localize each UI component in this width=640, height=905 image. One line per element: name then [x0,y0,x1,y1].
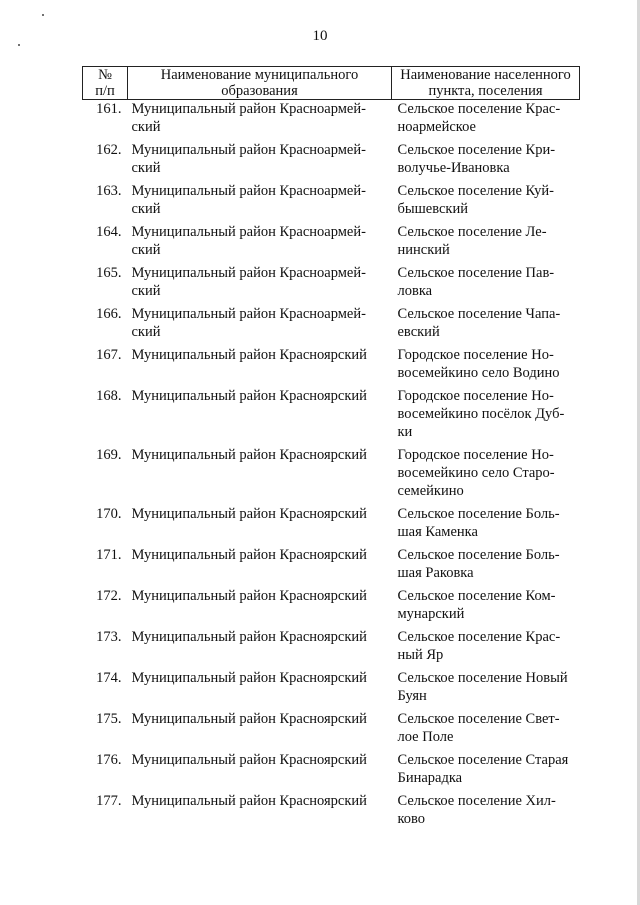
municipality-cell [128,751,392,792]
settlement-line: Сельское поселение Боль- [397,506,560,522]
settlement-line: восемейкино село Водино [397,365,560,381]
header-num-line: п/п [95,83,115,99]
row-number: 168. [96,388,122,404]
municipality-cell [128,100,392,142]
municipality-line: Муниципальный район Красноармей- [131,101,366,117]
settlement-cell [392,264,580,305]
settlement-cell [392,751,580,792]
municipality-cell [128,141,392,182]
table-row [83,669,580,710]
settlement-line: Городское поселение Но- [397,347,554,363]
settlement-cell [392,141,580,182]
settlement-line: лое Поле [397,729,454,745]
settlement-line: Городское поселение Но- [397,447,554,463]
settlement-cell [392,446,580,505]
table-row [83,446,580,505]
settlement-line: Бинарадка [397,770,463,786]
table-row [83,546,580,587]
settlement-cell [392,346,580,387]
municipality-line: Муниципальный район Красноярский [131,447,367,463]
settlement-line: мунарский [397,606,465,622]
municipality-cell [128,628,392,669]
settlement-cell [392,182,580,223]
municipality-line: ский [131,160,161,176]
settlement-line: волучье-Ивановка [397,160,510,176]
municipality-line: ский [131,283,161,299]
table-row [83,751,580,792]
settlement-cell [392,587,580,628]
settlement-cell [392,628,580,669]
municipality-cell [128,182,392,223]
settlement-line: Сельское поселение Пав- [397,265,555,281]
settlement-line: Городское поселение Но- [397,388,554,404]
settlement-cell [392,387,580,446]
settlement-line: Сельское поселение Крас- [397,101,561,117]
municipality-line: Муниципальный район Красноярский [131,388,367,404]
row-number: 163. [96,183,122,199]
municipality-line: ский [131,324,161,340]
municipality-line: Муниципальный район Красноярский [131,347,367,363]
settlement-line: Сельское поселение Ле- [397,224,547,240]
header-num [83,67,128,100]
municipality-line: Муниципальный район Красноярский [131,588,367,604]
settlement-line: Сельское поселение Ком- [397,588,556,604]
settlement-line: Сельское поселение Куй- [397,183,554,199]
municipality-line: Муниципальный район Красноярский [131,711,367,727]
table-row [83,141,580,182]
municipality-cell [128,792,392,833]
settlement-cell [392,100,580,142]
header-settlement [392,67,580,100]
settlement-cell [392,505,580,546]
row-number: 169. [96,447,122,463]
municipality-cell [128,505,392,546]
table-row [83,182,580,223]
settlement-line: восемейкино село Старо- [397,465,555,481]
municipality-line: Муниципальный район Красноярский [131,793,367,809]
settlement-cell [392,223,580,264]
row-number: 173. [96,629,122,645]
municipality-cell [128,387,392,446]
scan-speck [42,14,44,16]
header-num-line: № [98,67,112,83]
settlement-line: Сельское поселение Свет- [397,711,560,727]
settlement-cell [392,305,580,346]
municipality-cell [128,587,392,628]
row-number: 166. [96,306,122,322]
settlement-line: ноармейское [397,119,476,135]
municipality-line: ский [131,201,161,217]
municipality-cell [128,546,392,587]
municipality-cell [128,446,392,505]
municipality-line: Муниципальный район Красноярский [131,629,367,645]
settlement-cell [392,546,580,587]
municipality-line: Муниципальный район Красноармей- [131,183,366,199]
table-row [83,223,580,264]
settlement-cell [392,792,580,833]
municipality-line: Муниципальный район Красноярский [131,506,367,522]
municipality-line: Муниципальный район Красноярский [131,752,367,768]
settlement-line: ловка [397,283,433,299]
municipality-line: Муниципальный район Красноярский [131,547,367,563]
municipality-cell [128,710,392,751]
table-row [83,505,580,546]
settlement-line: ково [397,811,426,827]
settlement-line: шая Каменка [397,524,478,540]
municipality-cell [128,669,392,710]
settlement-line: Сельское поселение Старая [397,752,569,768]
settlement-line: Сельское поселение Крас- [397,629,561,645]
row-number: 161. [96,101,122,117]
row-number: 175. [96,711,122,727]
settlement-line: нинский [397,242,450,258]
row-number: 170. [96,506,122,522]
municipality-line: Муниципальный район Красноармей- [131,142,366,158]
row-number: 165. [96,265,122,281]
settlement-line: шая Раковка [397,565,474,581]
table-body [83,100,580,834]
municipality-cell [128,346,392,387]
table-row [83,264,580,305]
municipality-cell [128,264,392,305]
row-number: 174. [96,670,122,686]
table-row [83,346,580,387]
header-municipality [128,67,392,100]
table-row [83,792,580,833]
settlement-line: семейкино [397,483,464,499]
settlement-line: евский [397,324,440,340]
municipality-cell [128,223,392,264]
row-number: 167. [96,347,122,363]
row-number: 164. [96,224,122,240]
municipality-line: ский [131,119,161,135]
row-number: 171. [96,547,122,563]
settlement-cell [392,669,580,710]
header-settlement-line: пункта, поселения [428,83,543,99]
table-row [83,387,580,446]
settlement-line: Сельское поселение Кри- [397,142,556,158]
table-row [83,100,580,142]
table-row [83,587,580,628]
page-number: 10 [312,28,328,44]
settlement-line: бышевский [397,201,468,217]
header-settlement-line: Наименование населенного [400,67,571,83]
settlement-line: Буян [397,688,427,704]
municipality-line: Муниципальный район Красноармей- [131,265,366,281]
header-municipality-line: Наименование муниципального [160,67,359,83]
settlement-line: ный Яр [397,647,444,663]
municipality-line: Муниципальный район Красноармей- [131,306,366,322]
settlement-line: Сельское поселение Новый [397,670,568,686]
municipality-cell [128,305,392,346]
settlement-line: восемейкино посёлок Дуб- [397,406,565,422]
table-row [83,305,580,346]
settlement-line: Сельское поселение Чапа- [397,306,561,322]
row-number: 176. [96,752,122,768]
row-number: 162. [96,142,122,158]
table-header-row [83,67,580,100]
municipality-line: ский [131,242,161,258]
settlement-line: Сельское поселение Хил- [397,793,556,809]
table-row [83,628,580,669]
municipality-line: Муниципальный район Красноармей- [131,224,366,240]
row-number: 177. [96,793,122,809]
table-row [83,710,580,751]
municipality-line: Муниципальный район Красноярский [131,670,367,686]
header-municipality-line: образования [221,83,298,99]
settlements-table [82,66,580,833]
row-number: 172. [96,588,122,604]
settlement-line: Сельское поселение Боль- [397,547,560,563]
settlement-cell [392,710,580,751]
settlement-line: ки [397,424,413,440]
